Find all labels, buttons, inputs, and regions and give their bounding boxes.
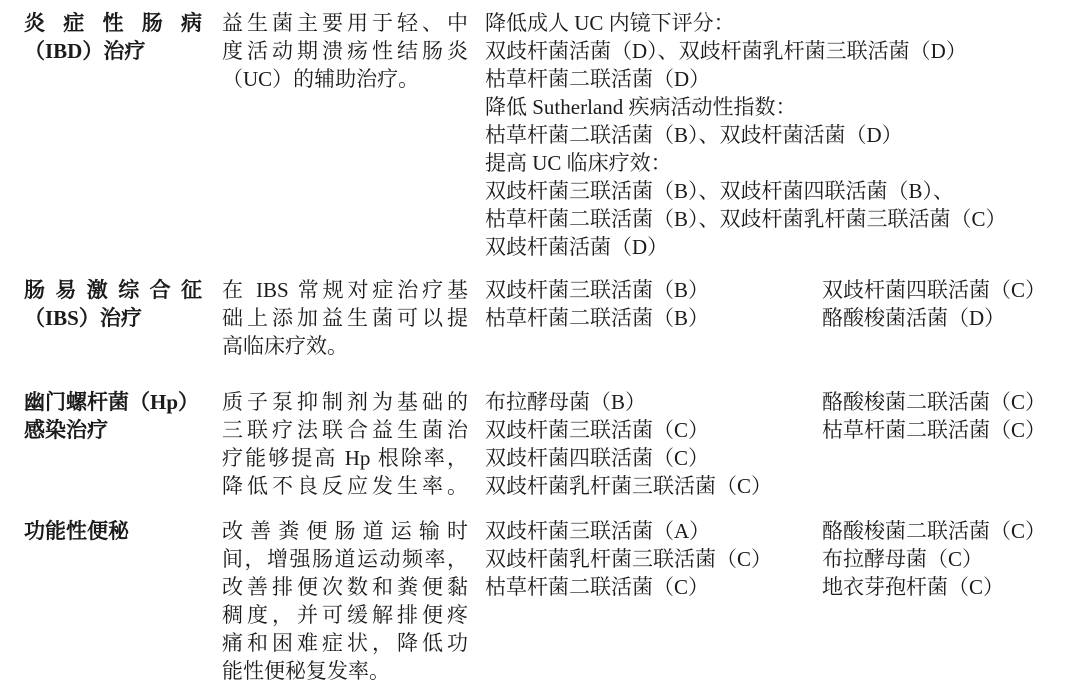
condition-line: 肠易激综合征 <box>24 278 202 302</box>
description-cell <box>222 276 468 360</box>
evidence-item: 酪酸梭菌活菌（D） <box>822 306 1006 330</box>
evidence-item: 双歧杆菌四联活菌（C） <box>485 446 710 470</box>
evidence-item: 双歧杆菌活菌（D） <box>485 235 669 259</box>
description-line: 益生菌主要用于轻、中 <box>222 11 468 35</box>
condition-line: （IBD）治疗 <box>24 39 146 63</box>
condition-line: 功能性便秘 <box>24 519 129 543</box>
evidence-item: 降低 Sutherland 疾病活动性指数： <box>485 95 797 119</box>
evidence-left-cell <box>485 517 822 601</box>
evidence-item: 双歧杆菌三联活菌（B）、双歧杆菌四联活菌（B）、 <box>485 179 955 203</box>
table-row-constipation <box>24 517 1080 685</box>
evidence-item: 双歧杆菌三联活菌（A） <box>485 519 711 543</box>
condition-line: 感染治疗 <box>24 418 108 442</box>
description-cell <box>222 9 468 93</box>
description-line: （UC）的辅助治疗。 <box>222 67 420 91</box>
description-line: 质子泵抑制剂为基础的 <box>222 390 468 414</box>
description-line: 改善排便次数和粪便黏 <box>222 575 468 599</box>
condition-cell <box>24 9 222 65</box>
evidence-item: 枯草杆菌二联活菌（B）、双歧杆菌乳杆菌三联活菌（C） <box>485 207 1007 231</box>
description-cell <box>222 388 468 500</box>
evidence-left-cell <box>485 276 822 332</box>
description-line: 间，增强肠道运动频率， <box>222 547 468 571</box>
evidence-item: 双歧杆菌活菌（D）、双歧杆菌乳杆菌三联活菌（D） <box>485 39 967 63</box>
description-cell <box>222 517 468 685</box>
evidence-item: 布拉酵母菌（C） <box>822 547 984 571</box>
description-line: 降低不良反应发生率。 <box>222 474 468 498</box>
description-line: 能性便秘复发率。 <box>222 659 390 683</box>
evidence-cell <box>485 9 1080 261</box>
description-line: 高临床疗效。 <box>222 334 348 358</box>
condition-cell <box>24 388 222 444</box>
description-line: 疗能够提高 Hp 根除率， <box>222 446 468 470</box>
evidence-item: 酪酸梭菌二联活菌（C） <box>822 519 1047 543</box>
evidence-item: 枯草杆菌二联活菌（C） <box>485 575 710 599</box>
table-row-ibs <box>24 276 1080 360</box>
description-line: 础上添加益生菌可以提 <box>222 306 468 330</box>
condition-line: 幽门螺杆菌（Hp） <box>24 390 200 414</box>
table-row-hp <box>24 388 1080 500</box>
evidence-item: 双歧杆菌乳杆菌三联活菌（C） <box>485 547 773 571</box>
evidence-right-cell <box>822 388 1080 444</box>
description-line: 改善粪便肠道运输时 <box>222 519 468 543</box>
evidence-item: 枯草杆菌二联活菌（B） <box>485 306 710 330</box>
condition-line: （IBS）治疗 <box>24 306 142 330</box>
description-line: 痛和困难症状，降低功 <box>222 631 468 655</box>
condition-line: 炎症性肠病 <box>24 11 202 35</box>
evidence-item: 双歧杆菌三联活菌（C） <box>485 418 710 442</box>
evidence-item: 双歧杆菌三联活菌（B） <box>485 278 710 302</box>
evidence-left-cell <box>485 388 822 500</box>
evidence-item: 降低成人 UC 内镜下评分： <box>485 11 735 35</box>
description-line: 在 IBS 常规对症治疗基 <box>222 278 468 302</box>
evidence-item: 枯草杆菌二联活菌（C） <box>822 418 1047 442</box>
evidence-item: 枯草杆菌二联活菌（B）、双歧杆菌活菌（D） <box>485 123 903 147</box>
evidence-right-cell <box>822 276 1080 332</box>
description-line: 稠度，并可缓解排便疼 <box>222 603 468 627</box>
evidence-item: 枯草杆菌二联活菌（D） <box>485 67 711 91</box>
condition-cell <box>24 276 222 332</box>
description-line: 度活动期溃疡性结肠炎 <box>222 39 468 63</box>
evidence-item: 提高 UC 临床疗效： <box>485 151 672 175</box>
evidence-item: 双歧杆菌乳杆菌三联活菌（C） <box>485 474 773 498</box>
evidence-right-cell <box>822 517 1080 601</box>
evidence-item: 布拉酵母菌（B） <box>485 390 647 414</box>
description-line: 三联疗法联合益生菌治 <box>222 418 468 442</box>
table-row-ibd <box>24 9 1080 261</box>
condition-cell <box>24 517 222 545</box>
evidence-item: 双歧杆菌四联活菌（C） <box>822 278 1047 302</box>
evidence-item: 地衣芽孢杆菌（C） <box>822 575 1005 599</box>
evidence-item: 酪酸梭菌二联活菌（C） <box>822 390 1047 414</box>
